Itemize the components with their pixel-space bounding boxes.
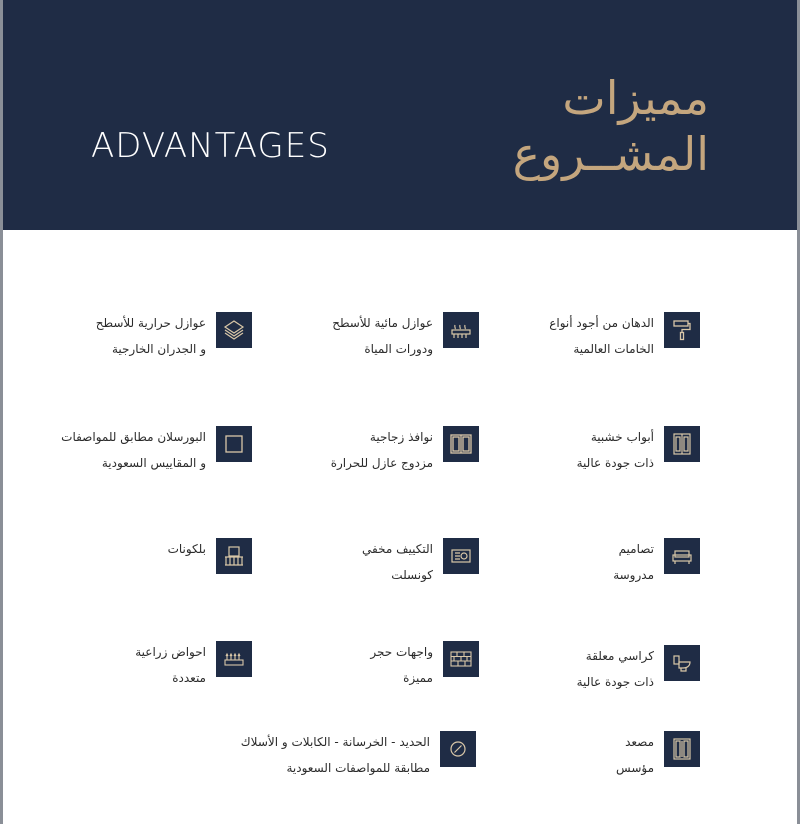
feature-line2: متعددة (172, 671, 206, 685)
door-icon (664, 426, 700, 462)
tile-icon (216, 426, 252, 462)
planter-icon (216, 641, 252, 677)
feature-line1: الحديد - الخرسانة - الكابلات و الأسلاك (240, 735, 430, 749)
features-grid (3, 230, 797, 824)
quality-check-icon (440, 731, 476, 767)
title-arabic (449, 70, 709, 182)
feature-line1: عوازل حرارية للأسطح (95, 316, 206, 330)
title-english: ADVANTAGES (91, 126, 330, 166)
feature-line2: مميزة (403, 671, 433, 685)
feature-line2: مزدوج عازل للحرارة (330, 456, 433, 470)
header-banner (3, 0, 797, 230)
feature-line2: ذات جودة عالية (576, 456, 654, 470)
feature-line2: ذات جودة عالية (576, 675, 654, 689)
title-arabic-line1: مميزات (562, 71, 709, 125)
feature-line2: الخامات العالمية (573, 342, 654, 356)
feature-line2: مطابقة للمواصفات السعودية (286, 761, 430, 775)
feature-line1: بلكونات (167, 542, 206, 556)
water-insulation-icon (443, 312, 479, 348)
toilet-icon (664, 645, 700, 681)
feature-line1: البورسلان مطابق للمواصفات (61, 430, 206, 444)
feature-line2: ودورات المياة (364, 342, 433, 356)
window-icon (443, 426, 479, 462)
feature-line2: مؤسس (616, 761, 654, 775)
title-arabic-line2: المشــروع (512, 127, 709, 181)
feature-line1: الدهان من أجود أنواع (549, 316, 654, 330)
feature-line1: أبواب خشبية (590, 430, 654, 444)
feature-line2: و الجدران الخارجية (111, 342, 206, 356)
feature-line1: عوازل مائية للأسطح (332, 316, 433, 330)
feature-line1: مصعد (625, 735, 654, 749)
feature-line2: كونسلت (391, 568, 433, 582)
feature-line2: مدروسة (613, 568, 654, 582)
paint-roller-icon (664, 312, 700, 348)
sofa-icon (664, 538, 700, 574)
elevator-icon (664, 731, 700, 767)
feature-line1: واجهات حجر (370, 645, 433, 659)
air-conditioner-icon (443, 538, 479, 574)
feature-line2: و المقاييس السعودية (101, 456, 206, 470)
feature-line1: تصاميم (618, 542, 654, 556)
layers-icon (216, 312, 252, 348)
feature-line1: احواض زراعية (135, 645, 206, 659)
stone-wall-icon (443, 641, 479, 677)
feature-line1: نوافذ زجاجية (369, 430, 433, 444)
feature-line1: كراسي معلقة (585, 649, 654, 663)
balcony-icon (216, 538, 252, 574)
feature-line1: التكييف مخفي (362, 542, 433, 556)
